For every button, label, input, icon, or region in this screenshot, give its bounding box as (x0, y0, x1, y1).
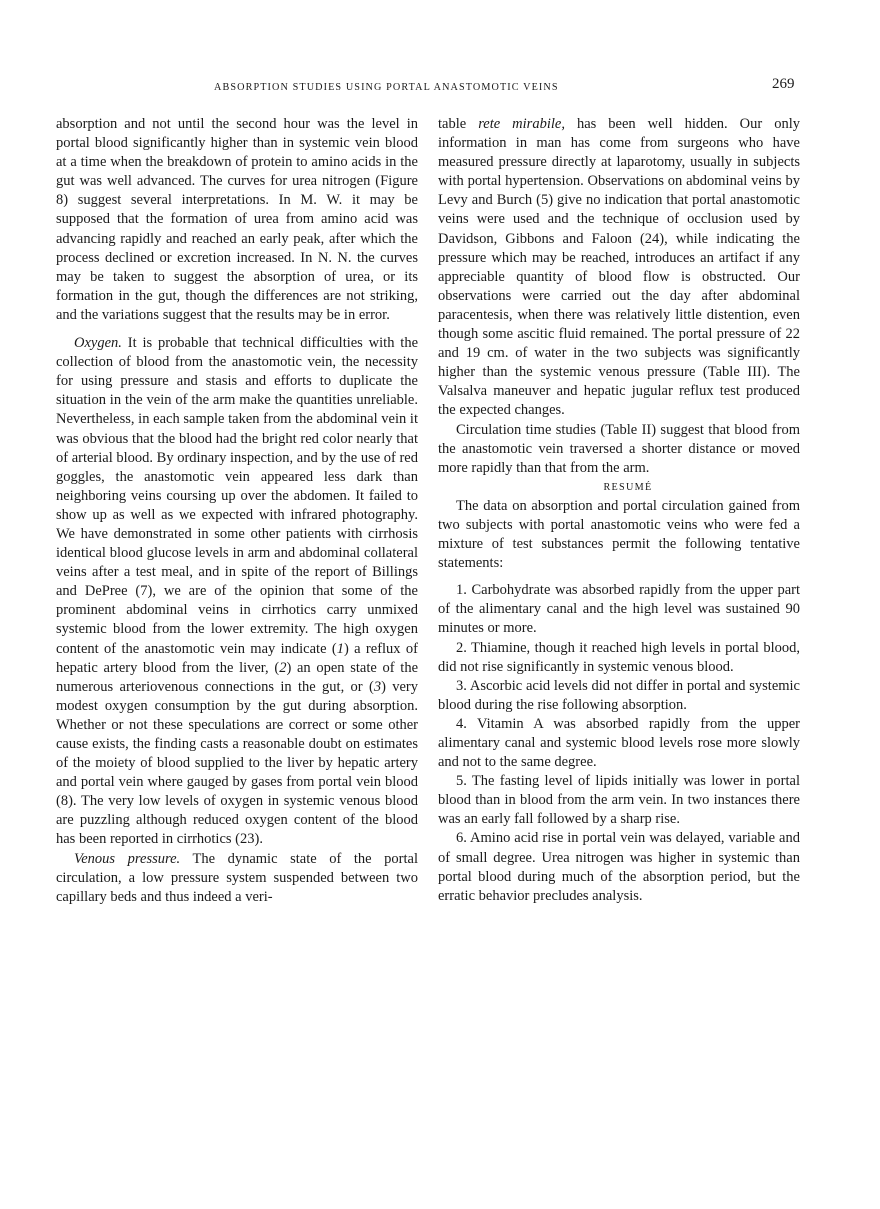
list-numeral-3: 3 (373, 678, 382, 695)
rete-text-2: has been well hidden. Our only information in man has come from surgeons who have measured pressure directly at laparotomy, usually in subjects with portal hypertension. Observations on abdominal veins by Levy and Burch (5) give no indication that portal anastomotic veins were used and the technique of occlusion used by Davidson, Gibbons and Faloon (24), while indicating the pressure which may be reached, introduces an artifact if any appreciable quantity of blood flow is obstructed. Our observations were carried out the day after abdominal paracentesis, when there was relatively little distention, even though some ascitic fluid remained. The portal pressure of 22 and 19 cm. of water in the two subjects was significantly higher than the systemic venous pressure (Table III). The Valsalva maneuver and hepatic jugular reflux test produced the expected changes. (438, 116, 801, 419)
section-title-resume: RESUMÉ (603, 481, 653, 493)
page-number: 269 (772, 76, 795, 92)
list-item: 6. Amino acid rise in portal vein was delayed, variable and of small degree. Urea nitrogen was higher in systemic than portal blood during much of the absorption period, but the erratic behavior precludes analysis. (438, 830, 800, 904)
oxygen-text-3: ) an open state of the numerous arteriovenous connections in the gut, or ( (56, 659, 418, 695)
running-head: ABSORPTION STUDIES USING PORTAL ANASTOMOTIC VEINS (214, 82, 559, 93)
paragraph-oxygen (56, 334, 418, 850)
paragraph-urea-nitrogen: absorption and not until the second hour was the level in portal blood significantly higher than in systemic vein blood at a time when the breakdown of protein to amino acids in the gut was well advanced. The curves for urea nitrogen (Figure 8) suggest several interpretations. In M. W. it may be supposed that the formation of urea from amino acid was advancing rapidly and reached an early peak, after which the process declined or excretion increased. In N. N. the curves may be taken to suggest the absorption of urea, or its formation in the gut, though the differences are not striking, and the variations suggest that the results may be in error. (56, 116, 418, 323)
list-item: 5. The fasting level of lipids initially was lower in portal blood than in blood from the arm vein. In two instances there was an early fall followed by a sharp rise. (438, 773, 800, 828)
venous-pressure-heading: Venous pressure. (74, 850, 181, 867)
paragraph-resume-intro: The data on absorption and portal circulation gained from two subjects with portal anastomotic veins who were fed a mixture of test substances permit the following tentative statements: (438, 497, 800, 572)
list-numeral-2: 2 (279, 659, 287, 676)
venous-pressure-text: The dynamic state of the portal circulation, a low pressure system suspended between two capillary beds and thus indeed a veri- (56, 850, 418, 905)
list-item: 3. Ascorbic acid levels did not differ in portal and systemic blood during the rise following absorption. (438, 677, 800, 713)
list-item: 1. Carbohydrate was absorbed rapidly from the upper part of the alimentary canal and the high level was sustained 90 minutes or more. (438, 582, 800, 637)
list-item: 2. Thiamine, though it reached high levels in portal blood, did not rise significantly in systemic venous blood. (438, 639, 800, 675)
paragraph-venous-pressure (56, 850, 418, 907)
paragraph-rete-mirabile (438, 115, 800, 421)
oxygen-text-1: It is probable that technical difficulties with the collection of blood from the anastomotic vein, the necessity for using pressure and stasis and efforts to duplicate the situation in the vein of the arm make the quantities unreliable. Nevertheless, in each sample taken from the abdominal vein it was obvious that the blood had the bright red color nearly that of arterial blood. By ordinary inspection, and by the use of red goggles, the anastomotic vein appeared less dark than neighboring veins coursing up over the abdomen. It failed to show up as well as we expected with infrared photography. We have demonstrated in some other patients with cirrhosis identical blood glucose levels in arm and abdominal collateral veins after a test meal, and in spite of the report of Billings and DePree (7), we are of the opinion that some of the prominent abdominal veins in cirrhotics carry unmixed systemic blood from the lower extremity. The high oxygen content of the anastomotic vein may indicate ( (56, 335, 418, 657)
oxygen-text-4: ) very modest oxygen consumption by the gut during absorption. Whether or not these speculations are correct or some other cause exists, the finding casts a reasonable doubt on estimates of the moiety of blood supplied to the liver by hepatic artery and portal vein where gauged by gases from portal vein blood (8). The very low levels of oxygen in systemic venous blood are puzzling although reduced oxygen content of the blood has been reported in cirrhotics (23). (56, 678, 418, 848)
oxygen-text-2: ) a reflux of hepatic artery blood from the liver, ( (56, 640, 418, 676)
oxygen-heading: Oxygen. (74, 335, 122, 352)
left-column (56, 115, 418, 907)
list-item: 4. Vitamin A was absorbed rapidly from the upper alimentary canal and systemic blood levels rose more slowly and not to the same degree. (438, 715, 800, 771)
rete-text-1: table (438, 116, 479, 132)
rete-mirabile-term: rete mirabile, (478, 116, 565, 132)
right-column (438, 115, 800, 906)
paragraph-circulation-time: Circulation time studies (Table II) suggest that blood from the anastomotic vein traversed a shorter distance or moved more rapidly than that from the arm. (438, 421, 800, 476)
list-numeral-1: 1 (336, 640, 344, 657)
